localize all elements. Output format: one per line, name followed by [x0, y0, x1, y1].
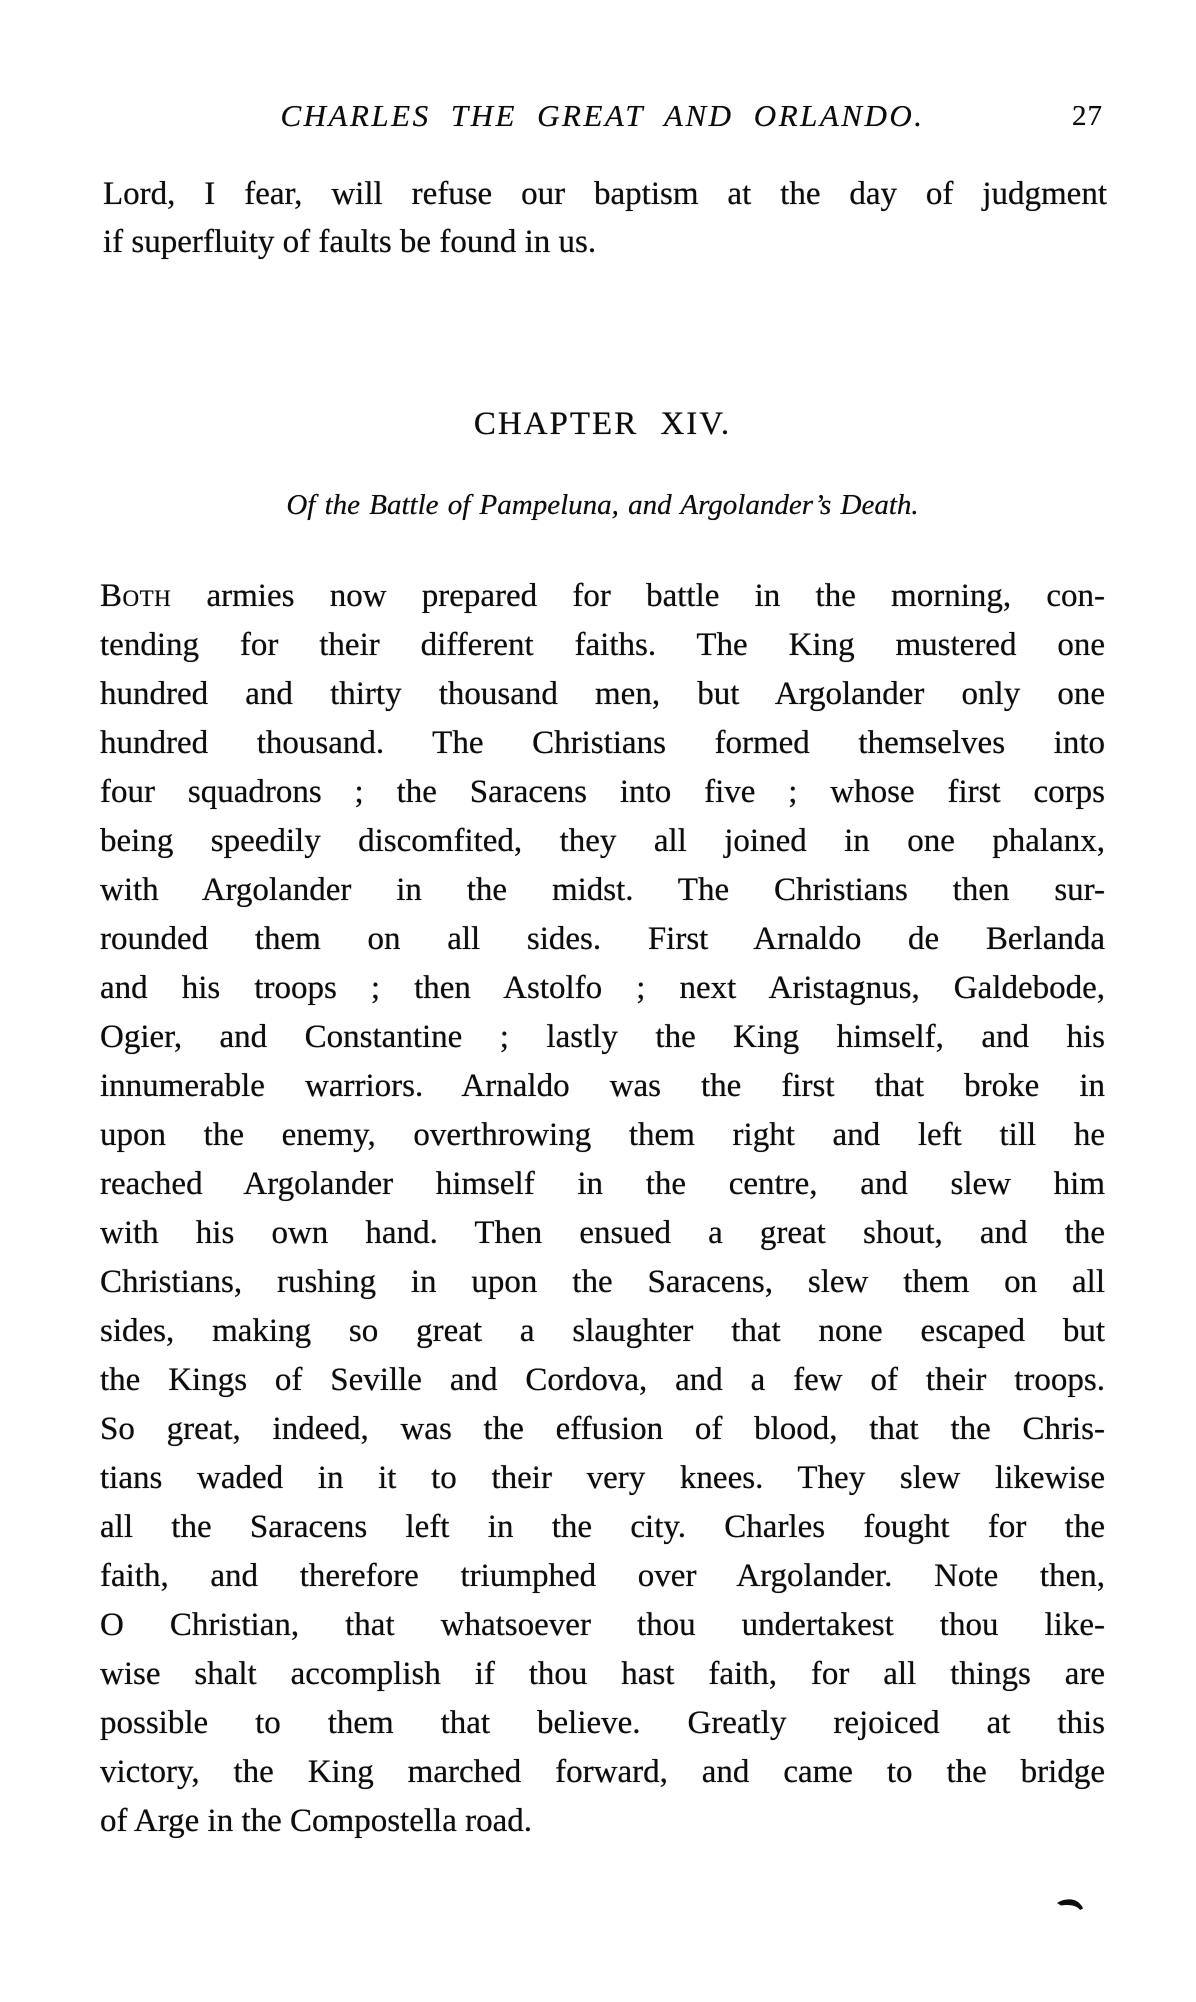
paragraph-lead-word: Both [100, 578, 172, 614]
body-line: the Kings of Seville and Cordova, and a few of their troops. [100, 1362, 1105, 1398]
body-line: victory, the King marched forward, and came to the bridge [100, 1754, 1105, 1790]
running-header [100, 98, 1105, 142]
intro-paragraph [103, 170, 1107, 266]
body-line: sides, making so great a slaughter that none escaped but [100, 1313, 1105, 1349]
intro-line-2: if superfluity of faults be found in us. [103, 224, 597, 260]
body-line: four squadrons ; the Saracens into five ; whose first corps [100, 774, 1105, 810]
running-header-title: CHARLES THE GREAT AND ORLANDO. [280, 98, 925, 133]
body-line: innumerable warriors. Arnaldo was the first that broke in [100, 1068, 1105, 1104]
chapter-subtitle: Of the Battle of Pampeluna, and Argolander’s Death. [286, 489, 919, 521]
body-line: Ogier, and Constantine ; lastly the King himself, and his [100, 1019, 1105, 1055]
body-line: faith, and therefore triumphed over Argolander. Note then, [100, 1558, 1105, 1594]
body-line-text: armies now prepared for battle in the morning, con- [171, 578, 1105, 614]
chapter-heading: CHAPTER XIV. [473, 406, 732, 442]
intro-line-1: Lord, I fear, will refuse our baptism at the day of judgment [103, 176, 1107, 212]
body-line: being speedily discomfited, they all joined in one phalanx, [100, 823, 1105, 859]
body-line: and his troops ; then Astolfo ; next Aristagnus, Galdebode, [100, 970, 1105, 1006]
body-line: all the Saracens left in the city. Charles fought for the [100, 1509, 1105, 1545]
ink-smudge-mark [1056, 1898, 1084, 1912]
body-paragraph [100, 572, 1105, 1846]
body-line: of Arge in the Compostella road. [100, 1803, 532, 1839]
body-line: hundred and thirty thousand men, but Argolander only one [100, 676, 1105, 712]
body-line: upon the enemy, overthrowing them right and left till he [100, 1117, 1105, 1153]
body-line: possible to them that believe. Greatly rejoiced at this [100, 1705, 1105, 1741]
body-line: O Christian, that whatsoever thou undertakest thou like- [100, 1607, 1105, 1643]
body-line: hundred thousand. The Christians formed themselves into [100, 725, 1105, 761]
body-line: Christians, rushing in upon the Saracens, slew them on all [100, 1264, 1105, 1300]
body-line [100, 572, 1105, 621]
body-line: wise shalt accomplish if thou hast faith, for all things are [100, 1656, 1105, 1692]
body-line: tians waded in it to their very knees. They slew likewise [100, 1460, 1105, 1496]
body-line: reached Argolander himself in the centre, and slew him [100, 1166, 1105, 1202]
body-line: So great, indeed, was the effusion of blood, that the Chris- [100, 1411, 1105, 1447]
body-line: with Argolander in the midst. The Christians then sur- [100, 872, 1105, 908]
body-line: tending for their different faiths. The King mustered one [100, 627, 1105, 663]
page-number: 27 [1072, 100, 1103, 132]
body-line: with his own hand. Then ensued a great shout, and the [100, 1215, 1105, 1251]
body-line: rounded them on all sides. First Arnaldo de Berlanda [100, 921, 1105, 957]
